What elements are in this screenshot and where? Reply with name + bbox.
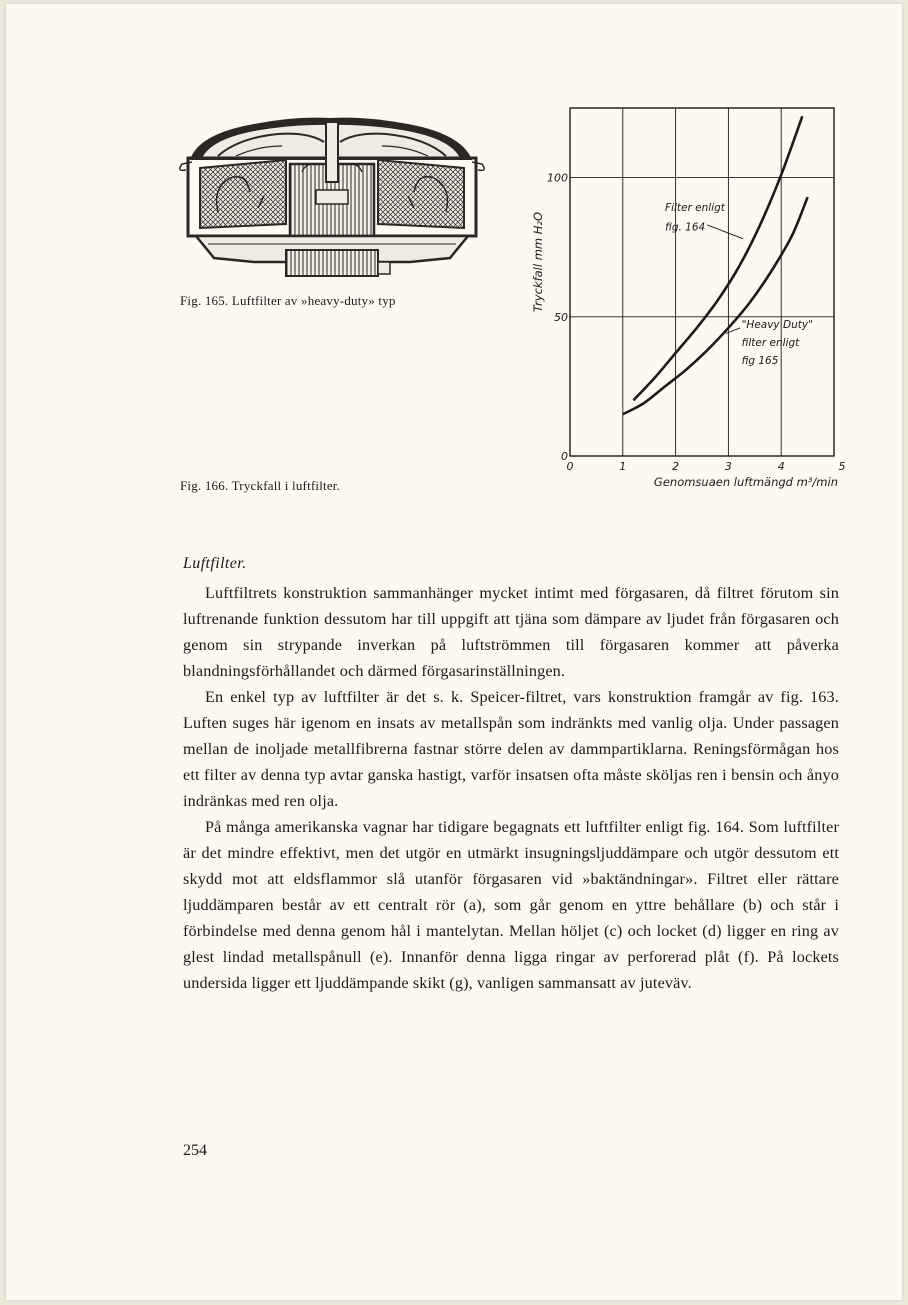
paragraph: En enkel typ av luftfilter är det s. k. Speicer-filtret, vars konstruktion framgår av fig. 163. Luften suges här igenom en insats av metallspån som indränkts med vanlig olja. Under passagen mellan de inoljade metallfibrerna fastnar större delen av dammpartiklarna. Reningsförmågan hos ett filter av denna typ avtar ganska hastigt, varför insatsen ofta måste sköljas ren i bensin och ånyo indränkas med ren olja.	[183, 688, 839, 810]
book-page	[6, 4, 902, 1300]
y-tick-label: 50	[554, 310, 568, 324]
x-tick-label: 4	[777, 460, 785, 473]
section-title: Luftfilter.	[183, 555, 247, 572]
y-tick-label: 0	[561, 450, 568, 463]
annotation-fig-165: filter enligt	[741, 337, 800, 350]
y-tick-label: 100	[547, 171, 568, 185]
chart-grid	[570, 108, 834, 456]
air-filter-illustration	[178, 112, 486, 280]
y-axis-label: Tryckfall mm H₂O	[531, 211, 545, 313]
annotation-fig-164: Filter enligt	[665, 202, 725, 215]
page-number: 254	[183, 1142, 207, 1159]
chart-frame	[570, 108, 834, 456]
chart-curves	[623, 116, 808, 414]
annotation-leader-line	[707, 225, 743, 239]
figure-166-caption: Fig. 166. Tryckfall i luftfilter.	[180, 478, 341, 493]
annotation-fig-164: fig. 164	[665, 221, 706, 234]
x-axis-label: Genomsuaen luftmängd m³/min	[653, 475, 838, 489]
x-tick-label: 1	[619, 460, 627, 473]
x-tick-label: 0	[566, 460, 574, 473]
pressure-drop-chart	[526, 104, 846, 504]
figure-165-caption: Fig. 165. Luftfilter av »heavy-duty» typ	[180, 293, 396, 308]
paragraph: Luftfiltrets konstruktion sammanhänger mycket intimt med förgasaren, då filtret förutom sin luftrenande funktion dessutom har till uppgift att tjäna som dämpare av ljudet från förgasaren och genom sin strypande inverkan på luftströmmen till förgasaren kommer att påverka blandningsförhållandet och därmed förgasarinställningen.	[183, 584, 839, 680]
body-text	[183, 580, 839, 996]
paragraph: På många amerikanska vagnar har tidigare begagnats ett luftfilter enligt fig. 164. Som luftfilter är det mindre effektivt, men det utgör en utmärkt insugningsljuddämpare och utgör dessutom ett skydd mot att eldsflammor slå utanför förgasaren vid »baktändningar». Filtret eller rättare ljuddämparen består av ett centralt rör (a), som går genom en yttre behållare (b) och står i förbindelse med denna genom hål i mantelytan. Mellan höljet (c) och locket (d) ligger en ring av glest lindad metallspånull (e). Innanför denna ligga ringar av perforerad plåt (f). På lockets undersida ligger ett ljuddämpande skikt (g), vanligen sammansatt av juteväv.	[183, 818, 839, 992]
x-tick-label: 5	[838, 460, 846, 473]
annotation-fig-165: fig 165	[741, 355, 779, 368]
x-tick-label: 3	[724, 460, 732, 473]
x-tick-label: 2	[672, 460, 680, 473]
annotation-fig-165: "Heavy Duty"	[741, 318, 813, 331]
